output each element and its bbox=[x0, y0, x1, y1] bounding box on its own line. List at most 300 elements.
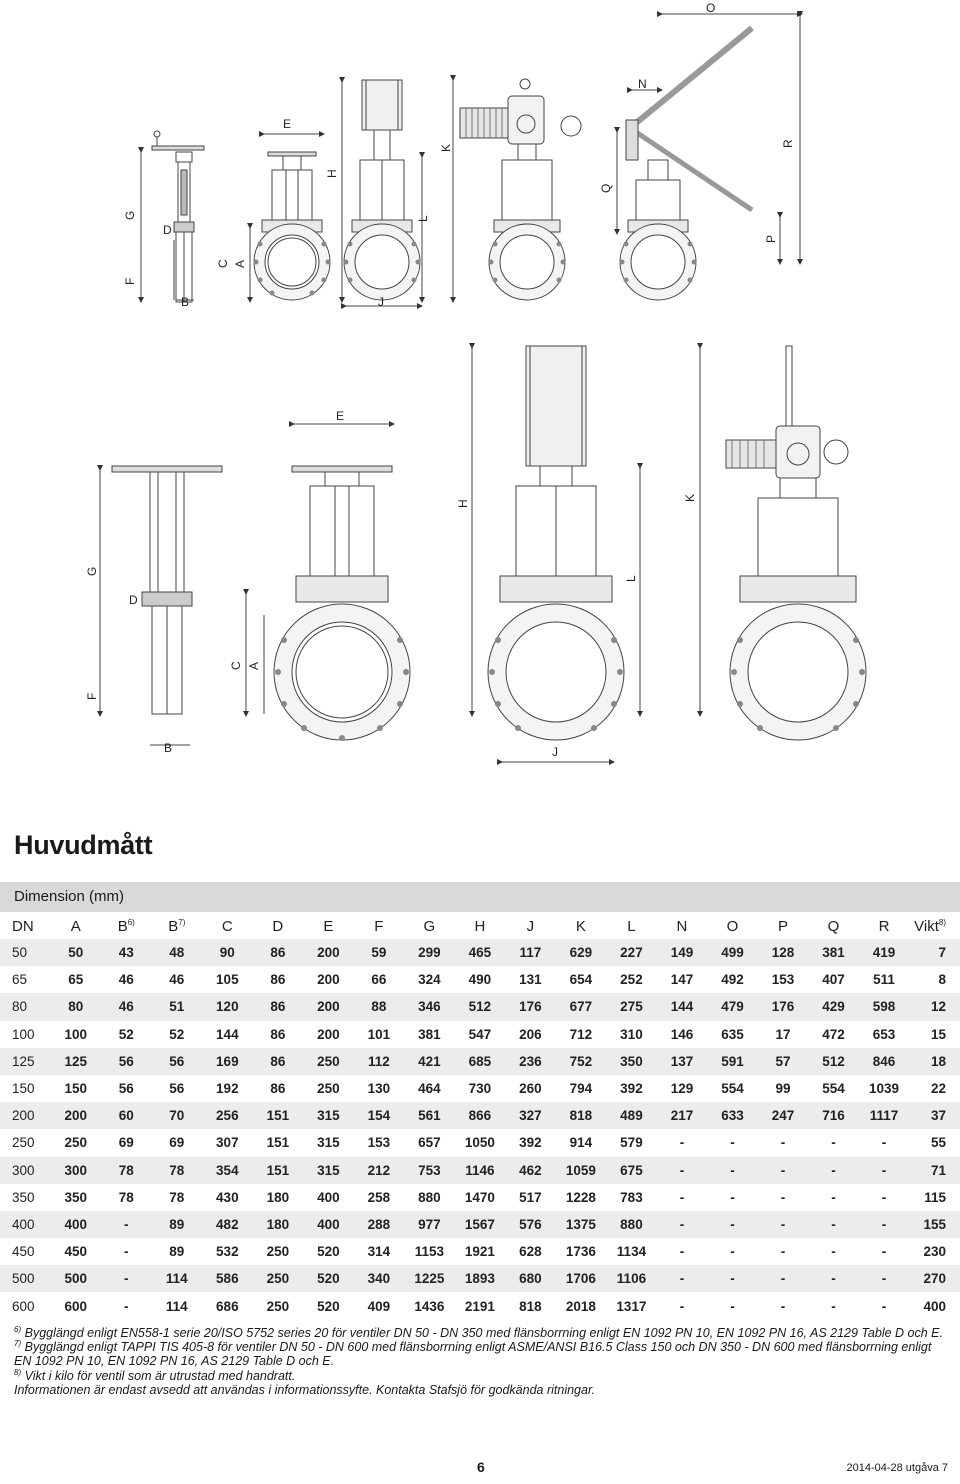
table-cell: - bbox=[679, 1189, 685, 1205]
column-header-label: K bbox=[575, 917, 586, 935]
table-cell: 114 bbox=[152, 1265, 203, 1292]
table-cell: 512 bbox=[455, 993, 506, 1020]
table-cell: 151 bbox=[266, 1135, 290, 1151]
table-cell: 46 bbox=[118, 972, 134, 988]
label-top-Q: Q bbox=[599, 183, 613, 193]
table-cell: 407 bbox=[822, 972, 845, 988]
column-header bbox=[202, 913, 253, 939]
table-cell: 419 bbox=[859, 939, 910, 966]
table-cell: 46 bbox=[101, 993, 152, 1020]
table-cell: 65 bbox=[12, 972, 28, 988]
table-cell: 586 bbox=[202, 1265, 253, 1292]
table-cell: 86 bbox=[270, 1081, 286, 1097]
table-cell: 60 bbox=[101, 1102, 152, 1129]
table-cell: 1436 bbox=[414, 1298, 445, 1314]
table-cell: 783 bbox=[620, 1189, 643, 1205]
table-cell: - bbox=[758, 1211, 809, 1238]
top-electric-view bbox=[453, 78, 581, 300]
table-cell: - bbox=[808, 1265, 859, 1292]
table-cell: 300 bbox=[0, 1157, 51, 1184]
table-cell: 99 bbox=[775, 1081, 791, 1097]
table-cell: 66 bbox=[371, 972, 387, 988]
table-cell: 86 bbox=[253, 939, 304, 966]
top-pneumatic-view bbox=[342, 80, 422, 306]
table-cell: 12 bbox=[909, 993, 960, 1020]
table-cell: - bbox=[808, 1157, 859, 1184]
label-bottom-J: J bbox=[552, 745, 558, 759]
label-top-R: R bbox=[781, 139, 795, 148]
column-header-label: Q bbox=[827, 917, 840, 935]
table-row bbox=[0, 1102, 960, 1129]
column-header-label: DN bbox=[12, 917, 34, 935]
table-cell: 315 bbox=[303, 1157, 354, 1184]
table-cell: 500 bbox=[51, 1265, 102, 1292]
table-cell: - bbox=[780, 1189, 786, 1205]
table-cell: 482 bbox=[202, 1211, 253, 1238]
table-cell: 65 bbox=[68, 972, 84, 988]
table-cell: 1059 bbox=[556, 1157, 607, 1184]
table-cell: 654 bbox=[569, 972, 593, 988]
table-cell: 547 bbox=[468, 1026, 492, 1042]
table-cell: 275 bbox=[606, 993, 657, 1020]
column-header bbox=[253, 913, 304, 939]
table-cell: 1146 bbox=[455, 1157, 506, 1184]
table-cell: 532 bbox=[216, 1244, 239, 1260]
column-header bbox=[303, 913, 354, 939]
table-cell: 78 bbox=[169, 1189, 185, 1205]
table-cell: - bbox=[679, 1135, 685, 1151]
table-cell: - bbox=[657, 1211, 708, 1238]
table-cell: - bbox=[881, 1189, 887, 1205]
column-header bbox=[707, 913, 758, 939]
table-cell: 1893 bbox=[455, 1265, 506, 1292]
label-bottom-C: C bbox=[229, 661, 243, 670]
table-cell: - bbox=[808, 1211, 859, 1238]
table-cell: - bbox=[101, 1265, 152, 1292]
table-cell: 125 bbox=[0, 1048, 51, 1075]
table-cell: 653 bbox=[872, 1026, 896, 1042]
table-cell: 37 bbox=[909, 1102, 960, 1129]
table-cell: 130 bbox=[367, 1081, 391, 1097]
table-cell: 169 bbox=[202, 1048, 253, 1075]
table-cell: - bbox=[780, 1298, 786, 1314]
table-row bbox=[0, 1157, 960, 1184]
table-cell: 56 bbox=[152, 1048, 203, 1075]
table-cell: 465 bbox=[455, 939, 506, 966]
table-cell: - bbox=[124, 1298, 129, 1314]
table-cell: 200 bbox=[303, 939, 354, 966]
label-bottom-L: L bbox=[624, 575, 638, 582]
label-top-F: F bbox=[123, 277, 137, 285]
table-cell: 520 bbox=[317, 1244, 340, 1260]
table-cell: 310 bbox=[620, 1026, 643, 1042]
column-header-label: P bbox=[777, 917, 788, 935]
table-cell: 154 bbox=[354, 1102, 405, 1129]
table-cell: 579 bbox=[620, 1135, 643, 1151]
column-header bbox=[0, 913, 51, 939]
table-cell: 680 bbox=[505, 1265, 556, 1292]
table-cell: 88 bbox=[354, 993, 405, 1020]
table-cell: - bbox=[831, 1189, 836, 1205]
table-cell: 400 bbox=[51, 1211, 102, 1238]
table-row bbox=[0, 1021, 960, 1048]
table-cell: 1375 bbox=[556, 1211, 607, 1238]
table-cell: 212 bbox=[354, 1157, 405, 1184]
label-top-L: L bbox=[416, 215, 430, 222]
table-row bbox=[0, 1211, 960, 1238]
column-header-label: F bbox=[374, 917, 384, 935]
table-cell: 520 bbox=[303, 1265, 354, 1292]
footnote-8-text: Vikt i kilo för ventil som är utrustad med handratt. bbox=[24, 1368, 296, 1383]
table-cell: 598 bbox=[859, 993, 910, 1020]
table-cell: 200 bbox=[317, 1026, 340, 1042]
table-cell: - bbox=[831, 1298, 836, 1314]
column-header bbox=[51, 913, 102, 939]
table-cell: 112 bbox=[354, 1048, 405, 1075]
table-cell: 200 bbox=[303, 993, 354, 1020]
table-cell: 150 bbox=[64, 1081, 88, 1097]
column-header bbox=[101, 913, 152, 939]
table-cell: 554 bbox=[822, 1081, 845, 1097]
table-cell: 22 bbox=[930, 1081, 946, 1097]
table-cell: - bbox=[881, 1298, 887, 1314]
footnote-6-marker: 6) bbox=[14, 1324, 22, 1334]
table-cell: 153 bbox=[367, 1135, 391, 1151]
table-cell: 155 bbox=[909, 1211, 960, 1238]
footnote-6-text: Bygglängd enligt EN558-1 serie 20/ISO 5752 series 20 för ventiler DN 50 - DN 350 med flänsborrning enligt EN 1092 PN 10, EN 1092 PN 16, AS 2129 Table D och E. bbox=[24, 1326, 943, 1340]
table-cell: 86 bbox=[270, 1026, 286, 1042]
label-top-D: D bbox=[163, 223, 172, 237]
table-cell: 131 bbox=[519, 972, 542, 988]
column-header-label: A bbox=[70, 917, 81, 935]
table-cell: 675 bbox=[606, 1157, 657, 1184]
table-cell: 270 bbox=[909, 1265, 960, 1292]
table-cell: 120 bbox=[202, 993, 253, 1020]
table-cell: - bbox=[657, 1265, 708, 1292]
column-header bbox=[859, 913, 910, 939]
table-cell: 144 bbox=[216, 1026, 239, 1042]
table-row bbox=[0, 1292, 960, 1319]
label-bottom-G: G bbox=[85, 566, 99, 576]
table-cell: - bbox=[101, 1211, 152, 1238]
table-row bbox=[0, 1075, 960, 1102]
table-cell: - bbox=[679, 1298, 685, 1314]
table-cell: - bbox=[859, 1265, 910, 1292]
top-side-view bbox=[141, 131, 204, 302]
label-bottom-D: D bbox=[129, 593, 138, 607]
table-cell: 230 bbox=[923, 1244, 946, 1260]
table-cell: 880 bbox=[418, 1189, 441, 1205]
table-cell: 55 bbox=[930, 1135, 946, 1151]
table-cell: 628 bbox=[519, 1244, 542, 1260]
table-cell: 421 bbox=[404, 1048, 455, 1075]
table-cell: 144 bbox=[657, 993, 708, 1020]
table-row bbox=[0, 1265, 960, 1292]
table-cell: 340 bbox=[354, 1265, 405, 1292]
table-cell: 1050 bbox=[464, 1135, 495, 1151]
label-top-G: G bbox=[123, 210, 137, 220]
table-cell: 150 bbox=[12, 1081, 35, 1097]
table-cell: 200 bbox=[0, 1102, 51, 1129]
table-cell: 1153 bbox=[414, 1244, 445, 1260]
table-cell: 1706 bbox=[556, 1265, 607, 1292]
table-cell: 7 bbox=[909, 939, 960, 966]
column-header-label: B bbox=[117, 917, 128, 935]
table-cell: - bbox=[831, 1244, 836, 1260]
table-cell: - bbox=[679, 1244, 685, 1260]
table-cell: 17 bbox=[775, 1026, 791, 1042]
table-cell: 400 bbox=[0, 1211, 51, 1238]
table-cell: - bbox=[881, 1244, 887, 1260]
table-cell: 247 bbox=[758, 1102, 809, 1129]
label-bottom-E: E bbox=[336, 409, 345, 423]
table-header-row bbox=[0, 913, 960, 939]
table-cell: 250 bbox=[266, 1244, 290, 1260]
table-cell: 52 bbox=[118, 1026, 134, 1042]
table-cell: - bbox=[730, 1244, 735, 1260]
table-cell: 400 bbox=[317, 1189, 340, 1205]
table-cell: 89 bbox=[152, 1211, 203, 1238]
table-cell: - bbox=[758, 1157, 809, 1184]
table-cell: - bbox=[780, 1244, 786, 1260]
table-cell: 381 bbox=[808, 939, 859, 966]
table-cell: 846 bbox=[859, 1048, 910, 1075]
table-row bbox=[0, 1048, 960, 1075]
table-cell: 392 bbox=[519, 1135, 542, 1151]
edition-date: 2014-04-28 utgåva 7 bbox=[846, 1462, 948, 1474]
table-cell: 511 bbox=[873, 972, 895, 988]
page-number: 6 bbox=[477, 1459, 485, 1475]
table-cell: 69 bbox=[118, 1135, 134, 1151]
label-top-C: C bbox=[216, 259, 230, 268]
bottom-electric-view bbox=[700, 346, 866, 740]
column-header bbox=[556, 913, 607, 939]
column-header bbox=[657, 913, 708, 939]
table-cell: 51 bbox=[152, 993, 203, 1020]
table-cell: 48 bbox=[152, 939, 203, 966]
table-cell: 462 bbox=[505, 1157, 556, 1184]
table-cell: 914 bbox=[569, 1135, 593, 1151]
table-cell: 629 bbox=[556, 939, 607, 966]
table-cell: 657 bbox=[418, 1135, 441, 1151]
table-cell: 633 bbox=[707, 1102, 758, 1129]
table-cell: 716 bbox=[808, 1102, 859, 1129]
table-cell: 2191 bbox=[464, 1298, 495, 1314]
column-header-label: N bbox=[676, 917, 688, 935]
table-cell: 520 bbox=[317, 1298, 340, 1314]
table-cell: - bbox=[124, 1244, 129, 1260]
table-cell: 15 bbox=[930, 1026, 946, 1042]
table-cell: 315 bbox=[317, 1135, 340, 1151]
table-row bbox=[0, 966, 960, 993]
table-cell: 260 bbox=[519, 1081, 542, 1097]
column-header-footnote: 6) bbox=[127, 917, 135, 927]
column-header bbox=[152, 913, 203, 939]
table-cell: - bbox=[730, 1298, 735, 1314]
column-header-label: D bbox=[272, 917, 284, 935]
table-cell: 101 bbox=[367, 1026, 391, 1042]
table-cell: 149 bbox=[657, 939, 708, 966]
label-top-P: P bbox=[764, 234, 778, 243]
table-cell: 69 bbox=[169, 1135, 185, 1151]
table-cell: 52 bbox=[169, 1026, 185, 1042]
table-cell: 252 bbox=[620, 972, 643, 988]
table-cell: 125 bbox=[51, 1048, 102, 1075]
label-bottom-A: A bbox=[247, 661, 261, 670]
table-cell: 677 bbox=[556, 993, 607, 1020]
table-cell: 392 bbox=[620, 1081, 643, 1097]
table-row bbox=[0, 1184, 960, 1211]
table-cell: 50 bbox=[51, 939, 102, 966]
table-cell: 146 bbox=[670, 1026, 694, 1042]
column-header bbox=[808, 913, 859, 939]
table-cell: 818 bbox=[556, 1102, 607, 1129]
table-cell: - bbox=[707, 1157, 758, 1184]
column-header bbox=[404, 913, 455, 939]
column-header-label: O bbox=[726, 917, 739, 935]
table-cell: 115 bbox=[924, 1189, 946, 1205]
table-cell: 256 bbox=[202, 1102, 253, 1129]
footnote-8-marker: 8) bbox=[14, 1367, 22, 1377]
label-top-K: K bbox=[439, 143, 453, 152]
table-cell: 600 bbox=[12, 1298, 35, 1314]
dimension-table bbox=[0, 913, 960, 1320]
bottom-side-view bbox=[100, 466, 222, 745]
table-cell: 327 bbox=[505, 1102, 556, 1129]
table-cell: 1134 bbox=[616, 1244, 647, 1260]
table-cell: - bbox=[859, 1157, 910, 1184]
table-cell: 46 bbox=[169, 972, 185, 988]
table-cell: - bbox=[707, 1265, 758, 1292]
table-cell: 346 bbox=[404, 993, 455, 1020]
table-cell: - bbox=[780, 1135, 786, 1151]
column-header-label: H bbox=[474, 917, 486, 935]
table-cell: 752 bbox=[556, 1048, 607, 1075]
dimension-header: Dimension (mm) bbox=[0, 882, 960, 912]
column-header-footnote: 8) bbox=[938, 917, 946, 927]
table-cell: - bbox=[881, 1135, 887, 1151]
table-cell: 105 bbox=[216, 972, 239, 988]
column-header-label: G bbox=[423, 917, 436, 935]
footnote-7-text: Bygglängd enligt TAPPI TIS 405-8 för ventiler DN 50 - DN 600 med flänsborrning enligt ASME/ANSI B16.5 Class 150 och DN 350 - DN 600 med flänsborrning enligt EN 1092 PN 10, EN 1092 PN 16, AS 2129 Table D och E. bbox=[14, 1340, 932, 1369]
table-cell: - bbox=[859, 1211, 910, 1238]
table-cell: 288 bbox=[354, 1211, 405, 1238]
table-cell: 78 bbox=[118, 1189, 134, 1205]
column-header bbox=[354, 913, 405, 939]
table-cell: 151 bbox=[253, 1102, 304, 1129]
table-cell: 300 bbox=[51, 1157, 102, 1184]
table-cell: 635 bbox=[721, 1026, 744, 1042]
table-cell: 350 bbox=[12, 1189, 35, 1205]
table-cell: 86 bbox=[270, 972, 286, 988]
table-cell: 600 bbox=[64, 1298, 88, 1314]
label-bottom-K: K bbox=[683, 493, 697, 502]
label-top-H: H bbox=[325, 169, 339, 178]
table-cell: 315 bbox=[303, 1102, 354, 1129]
footnotes bbox=[14, 1326, 946, 1397]
label-top-J: J bbox=[378, 295, 384, 309]
label-top-B: B bbox=[181, 295, 190, 309]
table-cell: 561 bbox=[404, 1102, 455, 1129]
table-cell: 350 bbox=[606, 1048, 657, 1075]
table-cell: 86 bbox=[253, 1048, 304, 1075]
table-cell: 1225 bbox=[404, 1265, 455, 1292]
bottom-pneumatic-view bbox=[472, 346, 640, 762]
table-cell: 464 bbox=[418, 1081, 441, 1097]
table-cell: 1921 bbox=[464, 1244, 495, 1260]
table-cell: 43 bbox=[101, 939, 152, 966]
table-cell: 866 bbox=[455, 1102, 506, 1129]
table-cell: 180 bbox=[253, 1211, 304, 1238]
table-cell: 258 bbox=[367, 1189, 391, 1205]
table-row bbox=[0, 993, 960, 1020]
table-cell: 324 bbox=[418, 972, 441, 988]
label-top-O: O bbox=[706, 1, 716, 15]
label-top-N: N bbox=[638, 77, 647, 91]
table-cell: 576 bbox=[505, 1211, 556, 1238]
table-cell: 137 bbox=[657, 1048, 708, 1075]
table-cell: 180 bbox=[266, 1189, 290, 1205]
table-cell: 1228 bbox=[565, 1189, 596, 1205]
table-cell: 250 bbox=[317, 1081, 340, 1097]
top-handwheel-view bbox=[250, 134, 331, 300]
table-cell: 250 bbox=[303, 1048, 354, 1075]
table-cell: 59 bbox=[354, 939, 405, 966]
table-cell: 250 bbox=[266, 1298, 290, 1314]
table-body bbox=[0, 939, 960, 1320]
table-cell: 250 bbox=[64, 1135, 88, 1151]
table-cell: 479 bbox=[707, 993, 758, 1020]
table-cell: 2018 bbox=[565, 1298, 596, 1314]
table-cell: 57 bbox=[758, 1048, 809, 1075]
table-row bbox=[0, 1238, 960, 1265]
table-cell: 686 bbox=[216, 1298, 239, 1314]
table-cell: 18 bbox=[909, 1048, 960, 1075]
column-header-label: C bbox=[221, 917, 233, 935]
table-cell: 977 bbox=[404, 1211, 455, 1238]
label-bottom-H: H bbox=[456, 499, 470, 508]
column-header-footnote: 7) bbox=[178, 917, 186, 927]
table-cell: 794 bbox=[569, 1081, 593, 1097]
table-cell: 114 bbox=[165, 1298, 188, 1314]
label-top-A: A bbox=[233, 259, 247, 268]
column-header bbox=[758, 913, 809, 939]
table-cell: 299 bbox=[404, 939, 455, 966]
column-header-label: R bbox=[878, 917, 890, 935]
table-cell: 176 bbox=[758, 993, 809, 1020]
column-header-label: B bbox=[168, 917, 179, 935]
table-cell: 591 bbox=[707, 1048, 758, 1075]
column-header bbox=[909, 913, 960, 939]
table-cell: 753 bbox=[404, 1157, 455, 1184]
footnote-8 bbox=[14, 1369, 946, 1383]
table-cell: 450 bbox=[12, 1244, 35, 1260]
table-cell: 117 bbox=[505, 939, 556, 966]
table-cell: 50 bbox=[0, 939, 51, 966]
table-cell: 314 bbox=[367, 1244, 391, 1260]
label-bottom-F: F bbox=[85, 692, 99, 700]
table-cell: 517 bbox=[519, 1189, 542, 1205]
table-cell: 489 bbox=[606, 1102, 657, 1129]
table-cell: 70 bbox=[152, 1102, 203, 1129]
table-cell: - bbox=[730, 1189, 735, 1205]
table-cell: 56 bbox=[118, 1081, 134, 1097]
table-cell: 1039 bbox=[869, 1081, 900, 1097]
table-cell: - bbox=[730, 1135, 735, 1151]
table-cell: 100 bbox=[12, 1026, 35, 1042]
table-cell: 730 bbox=[468, 1081, 492, 1097]
table-cell: 500 bbox=[0, 1265, 51, 1292]
